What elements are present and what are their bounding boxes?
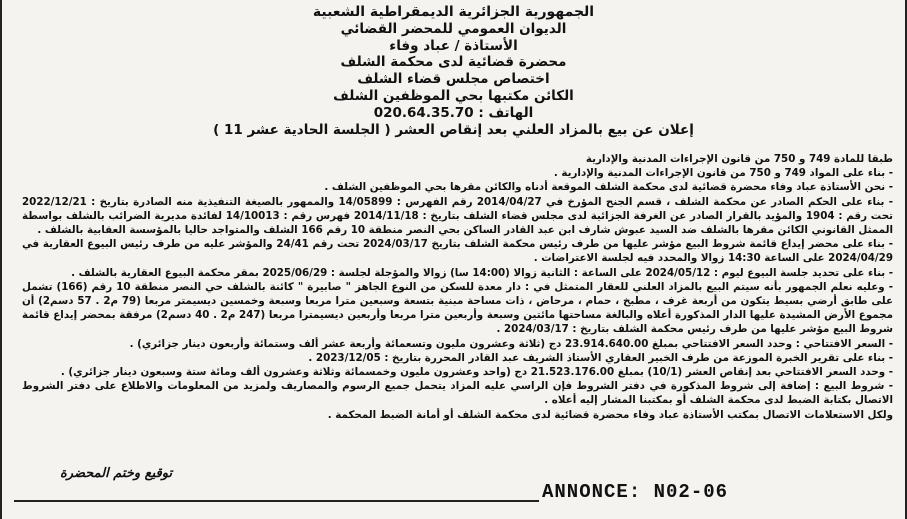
- annonce-divider: [14, 500, 539, 502]
- body-paragraph: - بناء على الحكم الصادر عن محكمة الشلف ، قسم الجنح المؤرخ في 2014/04/27 رقم الفهرس : 14/05899 والممهور بالصيغة التنفيذية منه الصادرة بتاريخ : 2022/12/21 تحت رقم : 1904 والمؤيد بالقرار الصادر عن الغرفة الجزائية لدى مجلس قضاء الشلف بتاريخ : 2014/11/18 فهرس رقم : 14/10013 لفائدة مديرية الضرائب بالشلف بواسطة الممثل القانوني الكائن مقرها بالشلف ضد السيد عبوش شارف ابن عبد القادر الساكن بحي النصر منطقة 10 رقم 166 الشلف والمتواجد حاليا بالمؤسسة العقابية بالشلف .: [22, 195, 894, 237]
- signature-label: توقيع وختم المحضرة: [60, 466, 173, 481]
- jurisdiction: اختصاص مجلس قضاء الشلف: [357, 71, 550, 88]
- notice-title: إعلان عن بيع بالمزاد العلني بعد إنقاص العشر ( الجلسة الحادية عشر 11 ): [213, 121, 694, 138]
- body-paragraph: - شروط البيع : إضافة إلى شروط المذكورة في دفتر الشروط فإن الراسي عليه المزاد يتحمل جميع الرسوم والمصاريف ولمزيد من المعلومات والاطلاع على دفتر الشروط الاتصال بكتابة الضبط لدى محكمة الشلف أو بمكتبنا المشار إليه أعلاه .: [22, 380, 893, 407]
- body-paragraph: - وعليه نعلم الجمهور بأنه سيتم البيع بالمزاد العلني للعقار المتمثل في : دار معدة للسكن من النوع الجاهز " صابيرة " كائنة بالشلف حي النصر منطقة 10 رقم (166) تشمل على طابق أرضي بسيط يتكون من أربعة غرف ، مطبخ ، حمام ، مرحاض ، ذات مساحة مبنية بتسعة وسبعين مترا مربعا وسبعة وخمسين ديسيمتر مربعا (79 م2 . 57 دسم2) أن مجموع الأرض المشيدة عليها الدار المذكورة أعلاه والبالغة مساحتها مائتين وسبعة وأربعين مترا مربعا وأربعين ديسيمترا مربعا (247 م2 . 40 دسم2) مرفقة بمحضر إيداع قائمة شروط البيع مؤشر عليها من طرف رئيس محكمة الشلف بتاريخ : 2024/03/17 .: [22, 280, 893, 336]
- notice-body: [22, 152, 893, 422]
- body-paragraph: - بناء على تحديد جلسة البيوع ليوم : 2024/05/12 على الساعة : الثانية زوالا (14:00 سا) زوالا والمؤجلة لجلسة : 2025/06/29 بمقر محكمة البيوع العقارية بالشلف .: [71, 266, 893, 279]
- body-paragraph: - نحن الأستاذة عباد وفاء محضرة قضائية لدى محكمة الشلف الموقعة أدناه والكائن مقرها بحي الموظفين الشلف .: [324, 181, 893, 194]
- body-paragraph: - بناء على المواد 749 و 750 من قانون الإجراءات المدنية والإدارية .: [553, 167, 893, 180]
- body-paragraph: - السعر الافتتاحي : وحدد السعر الافتتاحي بمبلغ 23.914.640.00 دج (ثلاثة وعشرون مليون وتسعمائة وأربعة عشر ألف وستمائة وأربعون دينار جزائري) .: [129, 337, 893, 350]
- notice-header: [2, 4, 905, 138]
- body-paragraph: - بناء على تقرير الخبرة الموزعة من طرف الخبير العقاري الأستاذ الشريف عبد القادر المحررة بتاريخ : 2023/12/05 .: [308, 351, 893, 364]
- annonce-number: ANNONCE: N02-06: [542, 481, 729, 503]
- bailiff-name: الأستاذة / عباد وفاء: [389, 37, 518, 54]
- office-phone: الهاتف : 020.64.35.70: [373, 104, 534, 121]
- body-paragraph: ولكل الاستعلامات الاتصال بمكتب الأستاذة عباد وفاء محضرة قضائية لدى محكمة الشلف أو أمانة الضبط المحكمة .: [327, 408, 893, 421]
- bailiff-court: محضرة قضائية لدى محكمة الشلف: [340, 54, 567, 71]
- body-paragraph: طبقا للمادة 749 و 750 من قانون الإجراءات المدنية والإدارية: [585, 153, 893, 165]
- body-paragraph: - بناء على محضر إيداع قائمة شروط البيع مؤشر عليها من طرف رئيس محكمة الشلف بتاريخ 2024/03/17 تحت رقم 24/41 والمؤشر عليه من طرف رئيس البيوع العقارية في 2024/04/29 على الساعة 14:30 زوالا والمحدد فيه لجلسة الاعتراضات .: [22, 238, 893, 265]
- republic-title: الجمهورية الجزائرية الديمقراطية الشعبية: [312, 4, 595, 20]
- office-name: الديوان العمومي للمحضر القضائي: [340, 20, 567, 37]
- office-address: الكائن مكتبها بحي الموظفين الشلف: [333, 87, 574, 104]
- body-paragraph: - وحدد السعر الافتتاحي بعد إنقاص العشر (10/1) بمبلغ 21.523.176.00 دج (واحد وعشرون مليون وخمسمائة وثلاثة وعشرون ألف ومائة ستة وسبعون دينار جزائري) .: [60, 366, 893, 379]
